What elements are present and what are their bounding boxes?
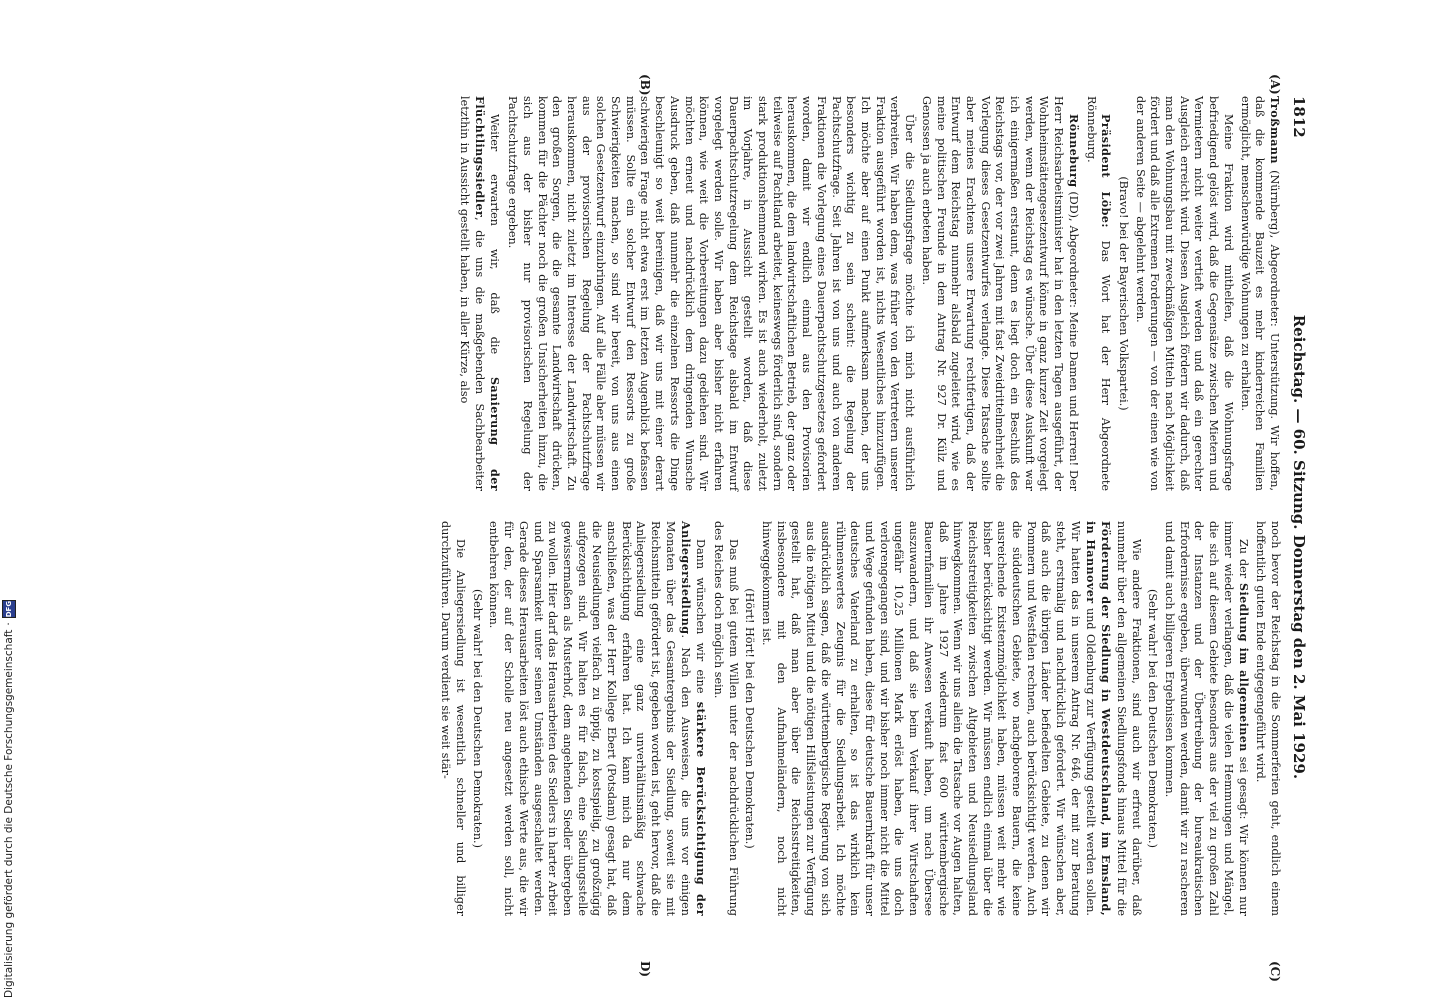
paragraph-text: sei gesagt: Wir können nur immer wieder verlangen, daß die vielen Hemmungen und Mängel, die sich auf diesem Gebiete besonders aus der viel zu großen Zahl der Instanzen und der Übertreibung der bureaukratischen Erfordernisse ergeben, überwunden werden, damit wir zu rascheren und damit auch billigeren Ergebnissen kommen.	[1163, 521, 1250, 916]
margin-mark-d: D)	[638, 961, 652, 978]
emphasis-text: Rönneburg	[1066, 114, 1081, 188]
paragraph	[918, 96, 1081, 491]
dfg-logo-icon: DFG	[2, 600, 16, 618]
digitization-footer: Digitalisierung gefördert durch die Deutsche Forschungsgemeinschaft · DFG	[3, 600, 15, 998]
paragraph-text: (Sehr wahr! bei den Deutschen Demokraten.)	[470, 589, 484, 848]
paragraph-text: (Hört! Hört! bei den Deutschen Demokraten.)	[743, 588, 757, 849]
paragraph-text: Wie andere Fraktionen, sind auch wir erfreut darüber, daß nunmehr über den allgemeinen Siedlungsfonds hinaus Mittel für die	[1114, 521, 1143, 916]
margin-mark-c: (C)	[1268, 961, 1282, 982]
paragraph-text: Weiter erwarten wir, daß die	[488, 114, 502, 377]
paragraph-text: (Bravo! bei der Bayerischen Volkspartei.)	[1116, 176, 1130, 411]
document-page	[102, 74, 1312, 982]
paragraph	[469, 521, 484, 916]
emphasis-text: Präsident Löbe:	[1099, 114, 1114, 228]
paragraph-text: noch bevor der Reichstag in die Sommerferien geht, endlich einem hoffentlich guten Ende entgegengeführt wird.	[1254, 521, 1282, 916]
paragraph-text: und Oldenburg zur Verfügung gestellt werden sollen. Wir hatten das in unserem Antrag Nr. 646, der mit zur Beratung steht, erstmalig und nachdrücklich gefordert. Wir wünschen aber, daß auch die übrigen Länder befiedelten Gebiete, zu denen wir Pommern und Westfalen rechnen, auch berücksichtigt werden. Auch die süddeutschen Gebiete, wo nachgeborene Bauern, die keine ausreichende Existenzmöglichkeit haben, müssen weit mehr wie bisher berücksichtigt werden. Wir müssen endlich einmal über die Reichsstreitigkeiten zwischen Altgebieten und Neusiedlungsland hinwegkommen. Wenn wir uns allein die Tatsache vor Augen halten, daß im Jahre 1927 wiederum fast 600 württembergische Bauernfamilien ihr Anwesen verkauft haben, um nach Übersee auszuwandern, und daß sie beim Verkauf ihrer Wirtschaften ungefähr 10,25 Millionen Mark erlöst haben, die uns doch verlorengegangen sind, und wir bisher noch immer nicht die Mittel und Wege gefunden haben, diese für deutsche Bauernkraft für unser deutsches Vaterland zu erhalten, so ist das wirklich kein rühmenswertes Zeugnis für die Siedlungsarbeit. Ich möchte ausdrücklich sagen, daß die württembergische Regierung von sich aus die nötigen Mittel und die nötigen Hilfsleistungen zur Verfügung gestellt hat, daß man aber über die Reichsstreitigkeiten, insbesondere mit den Aufnahmeländern, noch nicht hinweggekommen ist.	[760, 521, 1097, 916]
emphasis-text: Sanierung der Flüchtlingssiedler	[472, 96, 503, 492]
paragraph	[456, 96, 502, 491]
paragraph-text: , die uns die maßgebenden Sachbearbeiter letzthin in Aussicht gestellt haben, in aller Kürze, also	[458, 96, 486, 491]
paragraph	[1161, 521, 1250, 916]
paragraph-text: Das muß bei gutem Willen unter der nachdrücklichen Führung des Reiches doch möglich sein.	[711, 521, 740, 916]
paragraph	[758, 521, 1142, 916]
emphasis-text: Siedlung im allgemeinen	[1236, 583, 1251, 752]
margin-mark-a: (A)	[1268, 74, 1282, 95]
paragraph	[1237, 96, 1282, 491]
paragraph	[1253, 521, 1282, 916]
paragraph	[486, 521, 709, 916]
paragraph-text: Zu der	[1236, 539, 1250, 584]
paragraph	[742, 521, 757, 916]
emphasis-text: Förderung der Siedlung in Westdeutschland, im Emsland, in Hannover	[1083, 521, 1114, 916]
paragraph	[1132, 96, 1235, 491]
paragraph	[1083, 96, 1113, 491]
paragraph-text: Das Wort hat der Herr Abgeordnete Rönneburg.	[1084, 96, 1113, 491]
paragraph-text: Über die Siedlungsfrage möchte ich mich nicht ausführlich verbreiten. Wir haben dem, was früher von den Vertretern unserer Fraktion ausgeführt worden ist, nichts Wesentliches hinzuzufügen. Ich möchte aber auf einen Punkt aufmerksam machen, der uns besonders wichtig zu sein scheint: die Regelung der Pachtschutzfrage. Seit Jahren ist von uns und auch von anderen Fraktionen die Vorlegung eines Dauerpachtschutzgesetzes gefordert worden, damit wir endlich einmal aus den Provisorien herauskommen, die dem landwirtschaftlichen Betrieb, der ganz oder teilweise auf Pachtland arbeitet, keineswegs förderlich sind, sondern stark produktionshemmend wirken. Es ist auch wiederholt, zuletzt im Vorjahre, in Aussicht gestellt worden, daß diese Dauerpachtschutzregelung dem Reichstage alsbald im Entwurf vorgelegt werden solle. Wir haben aber bisher nicht erfahren können, wie weit die Vorbereitungen dazu gediehen sind. Wir möchten erneut und nachdrücklich dem dringenden Wunsche Ausdruck geben, daß nunmehr die einzelnen Ressorts die Dinge beschleunigt so weit bereinigen, daß wir uns mit einer derart schwierigen Frage nicht etwa erst im letzten Augenblick befassen müssen. Sollte ein solcher Entwurf den Ressorts zu große Schwierigkeiten machen, so sind wir bereit, von uns aus einen solchen Gesetzentwurf einzubringen. Auf alle Fälle aber müssen wir aus der provisorischen Regelung der Pachtschutzfrage herauskommen, nicht zuletzt im Interesse der Landwirtschaft. Zu den großen Sorgen, die die gesamte Landwirtschaft drücken, kommen für die Pächter noch die großen Unsicherheiten hinzu, die sich aus der bisher nur provisorischen Regelung der Pachtschutzfrage ergeben.	[506, 96, 917, 491]
paragraph	[1145, 521, 1160, 916]
paragraph-text: (Sehr wahr! bei den Deutschen Demokraten.)	[1146, 589, 1160, 848]
right-column	[436, 521, 1282, 916]
page-number: 1812	[1290, 96, 1308, 138]
digitization-note: Digitalisierung gefördert durch die Deutsche Forschungsgemeinschaft	[3, 629, 15, 998]
paragraph	[438, 521, 467, 916]
running-title: Reichstag. — 60. Sitzung. Donnerstag den 2. Mai 1929.	[1290, 314, 1308, 780]
paragraph-text: Die Anliegersiedlung ist wesentlich schneller und billiger durchzuführen. Darum verdient sie weit stär-	[439, 521, 468, 916]
paragraph-text: . Nach den Ausweisen, die uns vor einigen Monaten über das Gesamtergebnis der Siedlung, soweit sie mit Reichsmitteln gefördert ist, gegeben worden ist, geht hervor, daß die Anliegersiedlung eine ganz unverhältnismäßig schwache Berücksichtigung erfahren hat. Ich kann mich da nur dem anschließen, was der Herr Kollege Ebert (Potsdam) gesagt hat, daß die Neusiedlungen vielfach zu üppig, zu kostspielig, zu großzügig aufgezogen sind. Wir halten es für falsch, eine Siedlungsstelle gewissermaßen als Musterhof, dem angehenden Siedler übergeben zu wollen. Hier darf das Herausarbeiten des Siedlers in harter Arbeit und Sparsamkeit unter seinen Umständen ausgeschaltet werden. Gerade dieses Herausarbeiten löst auch ethische Werte aus, die wir für den, der auf der Scholle neu angesetzt werden soll, nicht entbehren können.	[487, 521, 692, 916]
emphasis-text: Troßmann	[1268, 96, 1282, 164]
emphasis-text: stärkere Berücksichtigung der Anliegersiedlung	[678, 521, 709, 916]
page-header	[1286, 96, 1312, 956]
paragraph-text: (Nürnberg), Abgeordneter: Unterstützung. Wir hoffen, daß die kommende Bauzeit es mehr kinderreichen Familien ermöglicht, menschenwürdige Wohnungen zu erhalten.	[1238, 96, 1281, 491]
margin-mark-b: (B)	[638, 74, 652, 96]
left-column	[454, 96, 1282, 491]
paragraph-text: Meine Fraktion wird mithelfen, daß die Wohnungsfrage befriedigend gelöst wird, daß die Gegensätze zwischen Mietern und Vermietern nicht weiter vertieft werden und daß ein gerechter Ausgleich erreicht wird. Diesen Ausgleich fördern wir dadurch, daß man den Wohnungsbau mit zweckmäßigen Mitteln nach Möglichkeit fördert und daß alle Extremen Forderungen — von der einen wie von der anderen Seite — abgelehnt werden.	[1133, 96, 1235, 491]
digitization-strip	[0, 0, 28, 1000]
paragraph	[710, 521, 739, 916]
paragraph-text: Dann wünschen wir eine	[694, 539, 708, 702]
paragraph	[504, 96, 916, 491]
paragraph	[1115, 96, 1130, 491]
paragraph-text: (DD), Abgeordneter: Meine Damen und Herren! Der Herr Reichsarbeitsminister hat in den letzten Tagen ausgeführt, der Wohnheimstättengesetzentwurf könne in ganz kurzer Zeit vorgelegt werden, wenn der Reichstag es wünsche. Über diese Auskunft war ich einigermaßen erstaunt, denn es liegt doch ein Beschluß des Reichstags vor, der vor zwei Jahren mit fast Zweidrittelmehrheit die Vorlegung dieses Gesetzentwurfes verlangte. Diese Tatsache sollte aber meines Erachtens unsere Erwartung rechtfertigen, daß der Entwurf dem Reichstag nunmehr alsbald zugeleitet wird, wie es meine politischen Freunde in dem Antrag Nr. 927 Dr. Külz und Genossen ja auch erbeten haben.	[919, 96, 1080, 491]
